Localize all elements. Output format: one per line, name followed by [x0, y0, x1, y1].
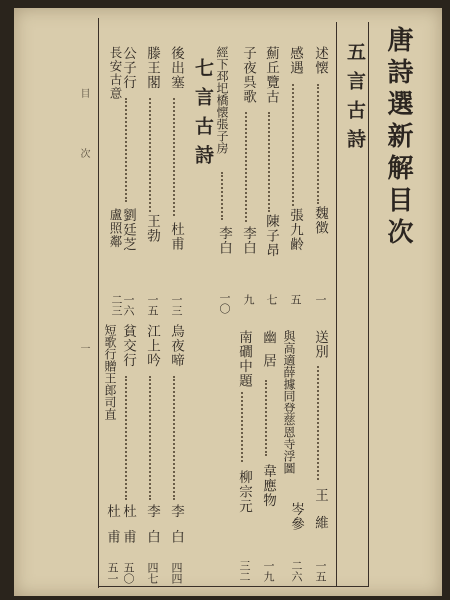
leader-dots — [149, 98, 151, 212]
rule-bottom — [98, 586, 368, 587]
toc-title[interactable]: 子夜呉歌 — [240, 46, 256, 104]
toc-title[interactable]: 滕王閣 — [144, 46, 160, 90]
toc-author: 張九齢 — [287, 208, 303, 252]
toc-title[interactable]: 與高適薛據同登慈恩寺浮圖 — [282, 330, 296, 474]
toc-author: 杜甫 — [120, 504, 136, 555]
side-page-number: 一 — [78, 343, 89, 353]
toc-author: 魏徴 — [312, 206, 328, 235]
toc-title[interactable]: 感遇 — [287, 46, 303, 75]
toc-page: 四四 — [170, 562, 183, 584]
toc-author: 岑參 — [288, 502, 304, 531]
toc-author: 盧照鄰 — [108, 208, 123, 249]
side-label: 目次 — [78, 88, 89, 208]
toc-title[interactable]: 幽居 — [260, 330, 276, 377]
toc-title[interactable]: 江上吟 — [144, 324, 160, 368]
toc-title[interactable]: 長安古意 — [108, 46, 123, 100]
leader-dots — [265, 380, 267, 456]
toc-title[interactable]: 烏夜啼 — [168, 324, 184, 368]
toc-page: 一五 — [314, 560, 327, 582]
toc-title[interactable]: 薊丘覽古 — [263, 46, 279, 104]
toc-author: 李白 — [168, 504, 184, 555]
toc-page: 四七 — [146, 562, 159, 584]
toc-title[interactable]: 述懐 — [312, 46, 328, 75]
toc-title[interactable]: 貧交行 — [120, 324, 136, 368]
toc-title[interactable]: 南礀中題 — [236, 330, 252, 388]
toc-page: 五一 — [106, 562, 119, 584]
toc-author: 杜甫 — [168, 222, 184, 251]
toc-title[interactable]: 經下邳圯橋懐張子房 — [215, 46, 229, 154]
toc-title[interactable]: 後出塞 — [168, 46, 184, 90]
leader-dots — [173, 98, 175, 216]
toc-page: 七 — [265, 294, 278, 305]
toc-author: 柳宗元 — [236, 470, 252, 514]
section-heading-wuyan: 五言古詩 — [344, 42, 366, 158]
leader-dots — [292, 84, 294, 206]
leader-dots — [268, 112, 270, 212]
toc-page: 九 — [242, 294, 255, 305]
toc-page: 五 — [289, 294, 302, 305]
toc-page: 一五 — [146, 294, 159, 316]
toc-author: 韋應物 — [260, 464, 276, 508]
toc-title[interactable]: 短歌行贈王郎司直 — [103, 324, 117, 420]
toc-author: 劉廷芝 — [120, 208, 136, 252]
leader-dots — [125, 376, 127, 500]
rule-left — [98, 18, 99, 588]
toc-author: 杜甫 — [104, 504, 120, 555]
section-heading-qiyan: 七言古詩 — [192, 58, 214, 174]
toc-author: 李白 — [240, 226, 256, 255]
toc-author: 李白 — [216, 226, 232, 255]
page-title: 唐詩選新解目次 — [383, 26, 413, 250]
leader-dots — [317, 366, 319, 480]
leader-dots — [241, 392, 243, 462]
leader-dots — [221, 172, 223, 220]
leader-dots — [149, 376, 151, 500]
toc-page: 五〇 — [122, 562, 135, 584]
toc-page: 三二 — [238, 560, 251, 582]
leader-dots — [173, 376, 175, 500]
book-page — [14, 8, 442, 596]
toc-title[interactable]: 送別 — [312, 330, 328, 359]
toc-author: 李白 — [144, 504, 160, 555]
toc-page: 一〇 — [218, 292, 231, 314]
leader-dots — [317, 84, 319, 204]
toc-author: 王維 — [312, 488, 328, 543]
toc-page: 二六 — [290, 560, 303, 582]
toc-author: 陳子昂 — [263, 214, 279, 258]
toc-page: 一九 — [262, 560, 275, 582]
toc-page: 二三 — [110, 294, 123, 316]
rule-right-2 — [336, 22, 337, 587]
toc-page: 一三 — [170, 294, 183, 316]
toc-page: 一 — [314, 294, 327, 305]
toc-title[interactable]: 公子行 — [120, 46, 136, 90]
toc-author: 王勃 — [144, 214, 160, 243]
leader-dots — [125, 98, 127, 202]
toc-page: 一六 — [122, 294, 135, 316]
leader-dots — [245, 112, 247, 222]
